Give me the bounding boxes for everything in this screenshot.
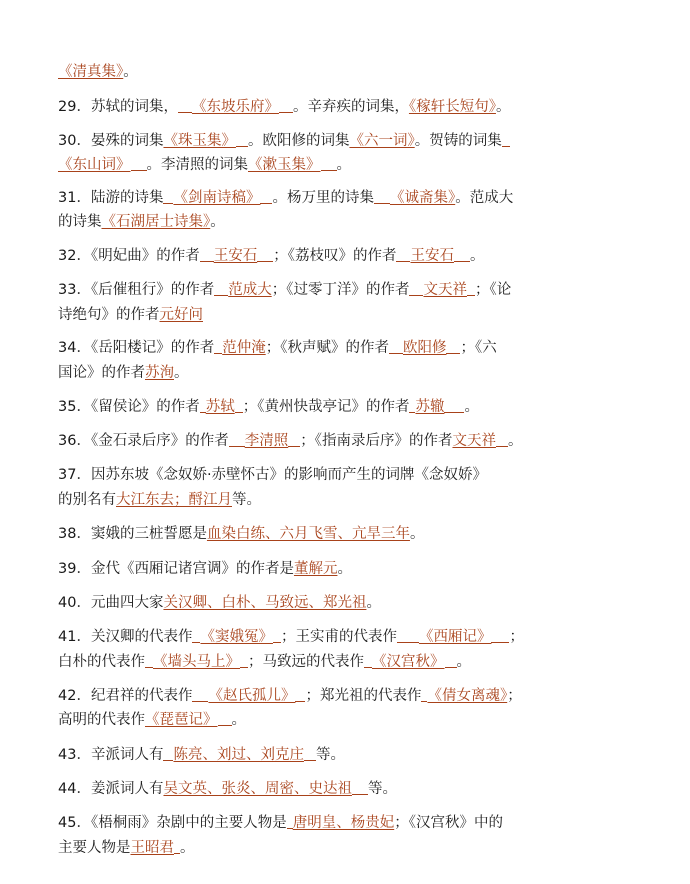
item-40: 40．元曲四大家关汉卿、白朴、马致远、郑光祖。: [58, 595, 381, 611]
answer: 《剑南诗稿》: [173, 190, 261, 206]
item-31: 31．陆游的诗集 《剑南诗稿》 。杨万里的诗集 《诚斋集》。范成大: [58, 190, 514, 206]
answer: 范成大: [228, 282, 272, 298]
item-43: 43．辛派词人有 陈亮、刘过、刘克庄 等。: [58, 747, 345, 763]
answer: 吴文英、张炎、周密、史达祖: [163, 781, 352, 797]
answer: 《汉宫秋》: [372, 654, 445, 670]
answer: 《石湖居士诗集》: [101, 214, 211, 230]
item-41-cont: 白朴的代表作 《墙头马上》 ；马致远的代表作 《汉宫秋》 。: [58, 654, 471, 670]
item-45: 45．《梧桐雨》杂剧中的主要人物是 唐明皇、杨贵妃；《汉宫秋》中的: [58, 815, 503, 831]
item-29: 29．苏轼的词集， 《东坡乐府》 。辛弃疾的词集，《稼轩长短句》。: [58, 99, 511, 115]
answer: 《倩女离魂》: [427, 688, 508, 704]
answer: 《漱玉集》: [248, 157, 321, 173]
answer: 大江东去；酹江月: [116, 492, 232, 508]
answer: 关汉卿、白朴、马致远、郑光祖: [163, 595, 367, 611]
answer: 《赵氏孤儿》: [208, 688, 296, 704]
answer: 《清真集》: [58, 64, 124, 80]
answer: 董解元: [293, 561, 338, 577]
item-42: 42．纪君祥的代表作 《赵氏孤儿》 ；郑光祖的代表作 《倩女离魂》；: [58, 688, 522, 704]
answer: 范仲淹: [222, 340, 266, 356]
item-35: 35．《留侯论》的作者 苏轼 ；《黄州快哉亭记》的作者 苏辙 。: [58, 399, 479, 415]
answer: 《墙头马上》: [153, 654, 240, 670]
item-44: 44．姜派词人有吴文英、张炎、周密、史达祖 等。: [58, 781, 397, 797]
item-36: 36．《金石录后序》的作者 李清照 ；《指南录后序》的作者文天祥 。: [58, 433, 523, 449]
answer: 欧阳修: [402, 340, 447, 356]
answer: 王安石: [213, 248, 258, 264]
item-37: 37．因苏东坡《念奴娇·赤壁怀古》的影响而产生的词牌《念奴娇》: [58, 467, 488, 483]
item-45-cont: 主要人物是王昭君 。: [58, 840, 195, 856]
answer: 文天祥: [423, 282, 467, 298]
answer: 《西厢记》: [418, 629, 492, 645]
answer: 唐明皇、杨贵妃: [292, 815, 395, 831]
item-32: 32．《明妃曲》的作者 王安石 ；《荔枝叹》的作者 王安石 。: [58, 248, 485, 264]
answer: 《六一词》: [349, 133, 415, 149]
item-30-cont: 《东山词》 。李清照的词集《漱玉集》 。: [58, 157, 351, 173]
answer: 《珠玉集》: [163, 133, 236, 149]
answer: 血染白练、六月飞雪、亢旱三年: [206, 526, 410, 542]
answer: 《琵琶记》: [145, 712, 218, 728]
item-30: 30．晏殊的词集《珠玉集》 。欧阳修的词集《六一词》。贺铸的词集: [58, 131, 658, 151]
answer: 文天祥: [452, 433, 496, 449]
answer: 元好问: [159, 307, 203, 323]
item-33: 33．《后催租行》的作者 范成大；《过零丁洋》的作者 文天祥 ；《论: [58, 282, 512, 298]
item-33-cont: 诗绝句》的作者元好问: [58, 307, 203, 323]
item-34-cont: 国论》的作者苏洵。: [58, 365, 189, 381]
item-34: 34．《岳阳楼记》的作者 范仲淹；《秋声赋》的作者 欧阳修 ；《六: [58, 340, 497, 356]
answer: 苏轼: [205, 399, 235, 415]
answer: 陈亮、刘过、刘克庄: [173, 747, 304, 763]
item-31-cont: 的诗集《石湖居士诗集》。: [58, 214, 225, 230]
item-41: 41．关汉卿的代表作 《窦娥冤》 ；王实甫的代表作 《西厢记》 ；: [58, 629, 524, 645]
answer: 李清照: [244, 433, 289, 449]
answer: 《东山词》: [58, 157, 131, 173]
answer: 王安石: [410, 248, 454, 264]
text-line: 《清真集》。: [58, 64, 138, 80]
answer: 苏辙: [415, 399, 445, 415]
answer: 王昭君: [130, 840, 174, 856]
item-39: 39．金代《西厢记诸宫调》的作者是董解元。: [58, 561, 352, 577]
item-37-cont: 的别名有大江东去；酹江月等。: [58, 492, 261, 508]
answer: 苏洵: [145, 365, 174, 381]
item-42-cont: 高明的代表作《琵琶记》 。: [58, 712, 246, 728]
answer: 《诚斋集》: [389, 190, 456, 206]
answer: 《稼轩长短句》: [408, 99, 496, 115]
answer: 《窦娥冤》: [200, 629, 273, 645]
item-38: 38．窦娥的三桩誓愿是血染白练、六月飞雪、亢旱三年。: [58, 526, 425, 542]
answer: 《东坡乐府》: [191, 99, 279, 115]
